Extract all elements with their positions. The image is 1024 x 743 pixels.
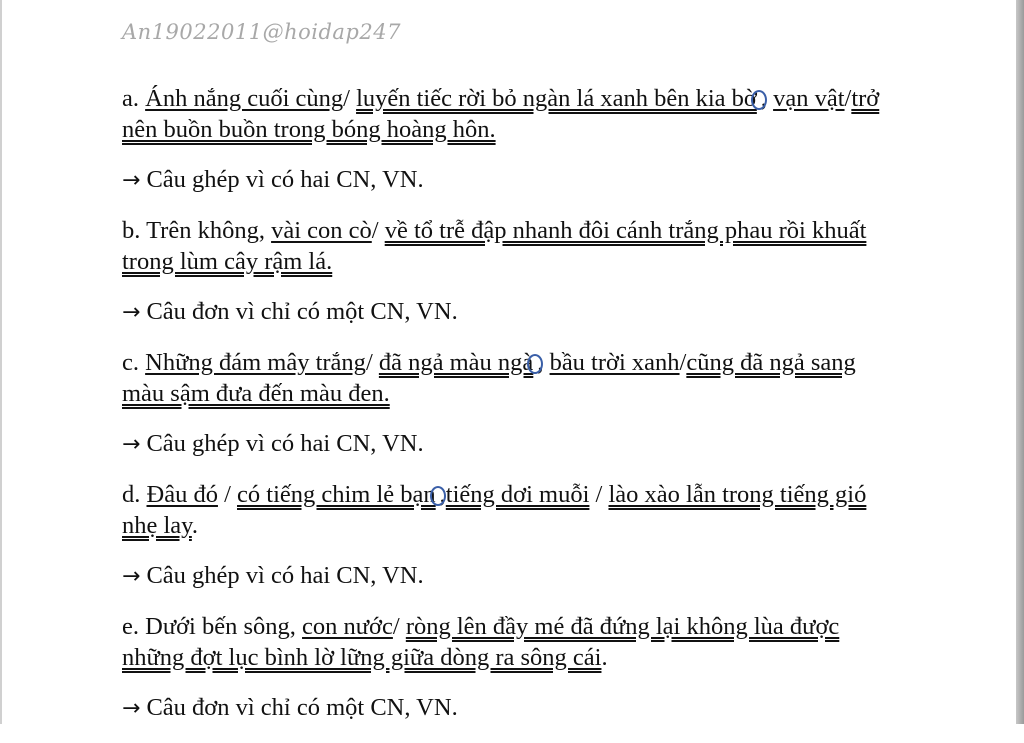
document-body [122,83,902,743]
separator: / [343,85,350,112]
answer-d [122,560,902,592]
arrow-icon: → [122,696,141,721]
sentence-label: e. [122,613,139,640]
separator: / [224,481,231,508]
sentence-c [122,347,902,409]
sentence-label: c. [122,349,139,376]
page-left-edge [0,0,2,724]
comma: , [537,349,544,376]
sentence-e [122,611,902,673]
period: . [601,644,608,671]
subject-1: Đâu đó [146,481,218,508]
comma: , [439,481,446,508]
predicate-1: về tổ trễ đập nhanh đôi cánh trắng phau rồi khuất trong lùm cây rậm lá. [122,217,867,275]
separator: / [679,349,687,376]
separator: / [371,217,379,244]
answer-c [122,428,902,460]
subject-1: Những đám mây trắng [145,349,366,376]
adverbial: Dưới bến sông, [145,613,296,640]
answer-a [122,164,902,196]
sentence-a [122,83,902,145]
subject-2: vạn vật [773,85,845,112]
subject-1: con nước [302,613,393,640]
separator: / [844,85,852,112]
predicate-2: lào xào lẫn trong tiếng gió nhẹ lay [122,481,867,539]
predicate-1b: tiếng dơi muỗi [445,481,590,508]
circle-mark [751,90,767,110]
sentence-b [122,215,902,277]
page-right-edge [1016,0,1024,724]
arrow-icon: → [122,432,141,457]
separator: / [365,349,373,376]
separator: / [392,613,400,640]
predicate-2: cũng đã ngả sang màu sậm đưa đến màu đen. [122,349,856,407]
period: . [191,512,198,539]
separator: / [595,481,603,508]
predicate-1: luyến tiếc rời bỏ ngàn lá xanh bên kia bờ [356,85,757,112]
answer-e [122,692,902,724]
comma: , [760,85,767,112]
watermark: An19022011@hoidap247 [122,20,401,44]
sentence-label: d. [122,481,141,508]
arrow-icon: → [122,564,141,589]
predicate-2: trở nên buồn buồn trong bóng hoàng hôn. [122,85,880,143]
answer-text: Câu ghép vì có hai CN, VN. [146,562,424,589]
answer-text: Câu đơn vì chỉ có một CN, VN. [146,298,458,325]
sentence-d [122,479,902,541]
answer-text: Câu ghép vì có hai CN, VN. [146,166,424,193]
sentence-label: b. [122,217,141,244]
predicate-1: đã ngả màu ngà [378,349,534,376]
predicate-1: ròng lên đầy mé đã đứng lại không lùa được những đợt lục bình lờ lững giữa dòng ra sông cái [122,613,840,671]
subject-1: vài con cò [271,217,372,244]
adverbial: Trên không, [146,217,265,244]
arrow-icon: → [122,300,141,325]
answer-text: Câu ghép vì có hai CN, VN. [146,430,424,457]
circle-mark [430,486,446,506]
arrow-icon: → [122,168,141,193]
answer-text: Câu đơn vì chỉ có một CN, VN. [146,694,458,721]
subject-2: bầu trời xanh [549,349,680,376]
sentence-label: a. [122,85,139,112]
predicate-1: có tiếng chim lẻ bạn [237,481,436,508]
subject-1: Ánh nắng cuối cùng [145,85,344,112]
answer-b [122,296,902,328]
